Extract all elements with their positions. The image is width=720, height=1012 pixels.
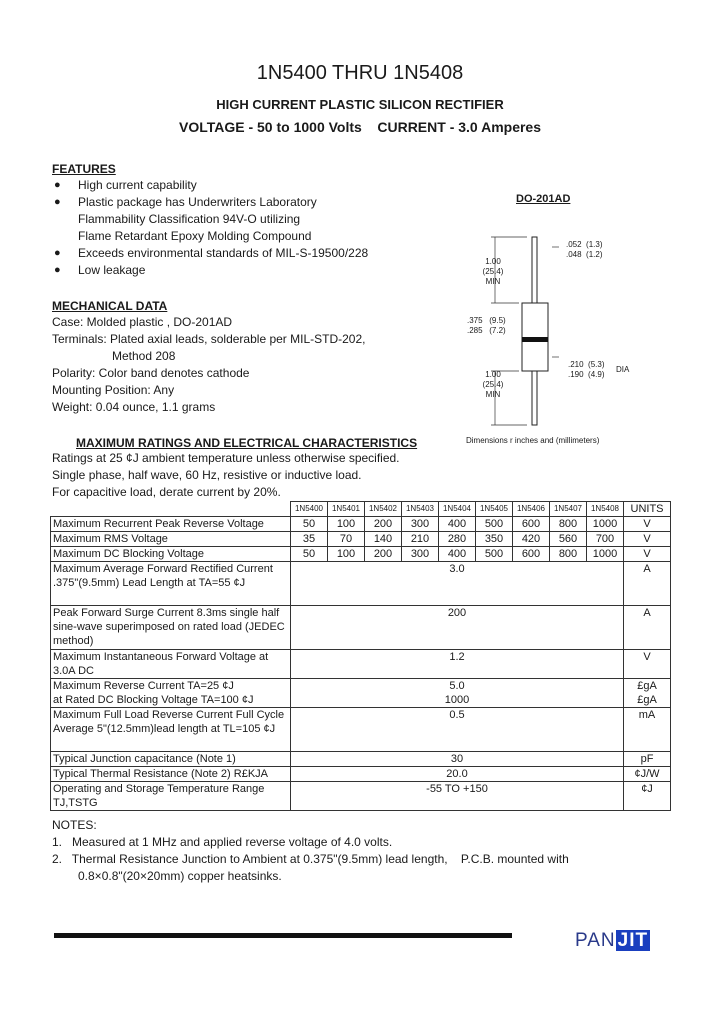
footer-rule <box>54 933 512 938</box>
table-row: Peak Forward Surge Current 8.3ms single half sine-wave superimposed on rated load (JEDEC method) 200 A <box>51 606 671 650</box>
table-row: Maximum Full Load Reverse Current Full Cycle Average 5"(12.5mm)lead length at TL=105 ¢J 0.5 mA <box>51 708 671 752</box>
ratings-heading: MAXIMUM RATINGS AND ELECTRICAL CHARACTERISTICS <box>76 436 418 450</box>
ratings-table <box>50 501 671 811</box>
bullet-icon: ● <box>54 247 61 259</box>
ratings-section <box>52 436 472 501</box>
body-diameter-dimension: .210 (5.3) .190 (4.9) <box>568 360 605 379</box>
list-item: ● Exceeds environmental standards of MIL-S-19500/228 <box>54 246 369 260</box>
mechanical-line: Polarity: Color band denotes cathode <box>52 366 250 380</box>
package-label: DO-201AD <box>516 193 571 205</box>
list-item-continuation: Flammability Classification 94V-O utilizing <box>78 212 301 226</box>
list-item: ● Low leakage <box>54 263 146 277</box>
page-title: 1N5400 THRU 1N5408 <box>256 62 464 84</box>
lead-diameter-dimension: .052 (1.3) .048 (1.2) <box>566 240 603 259</box>
list-item: ● Plastic package has Underwriters Laboratory <box>54 195 317 209</box>
bullet-icon: ● <box>54 264 61 276</box>
mechanical-heading: MECHANICAL DATA <box>52 299 168 313</box>
list-item: ● High current capability <box>54 178 197 192</box>
mechanical-line: Mounting Position: Any <box>52 383 175 397</box>
table-row: Maximum Reverse Current TA=25 ¢J 5.0 £gA <box>51 679 671 694</box>
lead-length-dimension: 1.00 (25.4) MIN <box>482 257 504 286</box>
bottom-lead <box>532 371 537 425</box>
column-header: 1N5405 <box>476 502 513 517</box>
table-row: Maximum Instantaneous Forward Voltage at 3.0A DC 1.2 V <box>51 650 671 679</box>
top-lead <box>532 237 537 303</box>
column-header: 1N5402 <box>365 502 402 517</box>
panjit-logo: PAN JIT <box>575 930 649 951</box>
voltage-current-line: VOLTAGE - 50 to 1000 Volts CURRENT - 3.0 Amperes <box>178 119 541 135</box>
ratings-line: Single phase, half wave, 60 Hz, resistive or inductive load. <box>52 468 362 482</box>
body-length-dimension: .375 (9.5) .285 (7.2) <box>467 316 506 335</box>
column-header: 1N5403 <box>402 502 439 517</box>
mechanical-line: Weight: 0.04 ounce, 1.1 grams <box>52 400 216 414</box>
bullet-icon: ● <box>54 196 61 208</box>
mechanical-line: Method 208 <box>112 349 176 363</box>
column-header: 1N5400 <box>291 502 328 517</box>
table-row: Typical Thermal Resistance (Note 2) R£KJA 20.0 ¢J/W <box>51 767 671 782</box>
dimensions-caption: Dimensions r inches and (millimeters) <box>466 436 600 445</box>
table-row: Maximum DC Blocking Voltage 50 100 200 300 400 500 600 800 1000 V <box>51 547 671 562</box>
column-header: 1N5404 <box>439 502 476 517</box>
mechanical-line: Terminals: Plated axial leads, solderable per MIL-STD-202, <box>52 332 366 346</box>
table-row: Maximum RMS Voltage 35 70 140 210 280 350 420 560 700 V <box>51 532 671 547</box>
notes-heading: NOTES: <box>52 818 97 832</box>
note-item: 2. Thermal Resistance Junction to Ambient at 0.375"(9.5mm) lead length, P.C.B. mounted with <box>52 852 569 866</box>
mechanical-section <box>52 299 432 416</box>
features-heading: FEATURES <box>52 162 116 176</box>
column-header: 1N5407 <box>550 502 587 517</box>
table-row: Maximum Average Forward Rectified Current .375"(9.5mm) Lead Length at TA=55 ¢J 3.0 A <box>51 562 671 606</box>
note-item: 1. Measured at 1 MHz and applied reverse voltage of 4.0 volts. <box>52 835 393 849</box>
notes-section <box>52 817 672 885</box>
ratings-line: Ratings at 25 ¢J ambient temperature unless otherwise specified. <box>52 451 400 465</box>
table-row: Operating and Storage Temperature Range TJ,TSTG -55 TO +150 ¢J <box>51 782 671 811</box>
page-subtitle: HIGH CURRENT PLASTIC SILICON RECTIFIER <box>216 97 504 112</box>
column-header: 1N5401 <box>328 502 365 517</box>
note-item: 0.8×0.8"(20×20mm) copper heatsinks. <box>78 869 282 883</box>
dia-label: DIA <box>616 365 630 374</box>
cathode-band <box>522 337 548 342</box>
features-section <box>52 162 412 279</box>
table-row: at Rated DC Blocking Voltage TA=100 ¢J 1000 £gA <box>51 693 671 708</box>
table-row: Maximum Recurrent Peak Reverse Voltage 50 100 200 300 400 500 600 800 1000 V <box>51 517 671 532</box>
features-list <box>52 177 412 279</box>
bullet-icon: ● <box>54 179 61 191</box>
table-row: Typical Junction capacitance (Note 1) 30 pF <box>51 752 671 767</box>
lead-length-dimension-bottom: 1.00 (25.4) MIN <box>482 370 504 399</box>
column-header: 1N5406 <box>513 502 550 517</box>
units-header: UNITS <box>624 502 671 517</box>
column-header: 1N5408 <box>587 502 624 517</box>
ratings-line: For capacitive load, derate current by 20%. <box>52 485 281 499</box>
table-header-row <box>51 502 671 517</box>
list-item-continuation: Flame Retardant Epoxy Molding Compound <box>78 229 312 243</box>
mechanical-line: Case: Molded plastic , DO-201AD <box>52 315 233 329</box>
